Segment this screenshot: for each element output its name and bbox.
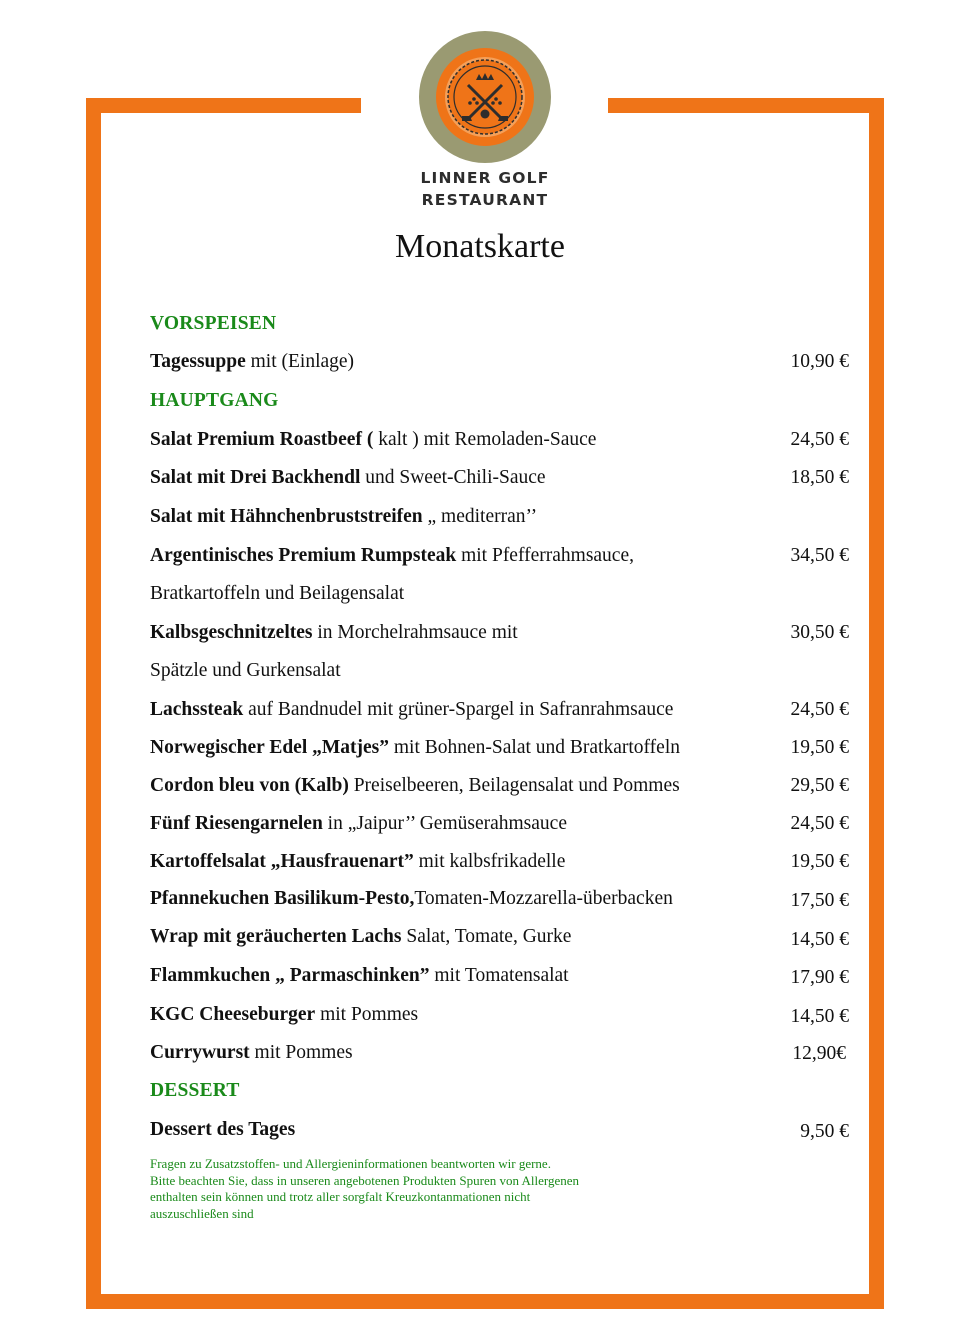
item-name: Flammkuchen „ Parmaschinken” [150, 965, 430, 986]
item-desc: kalt ) mit Remoladen-Sauce [373, 429, 597, 450]
frame-bottom [86, 1294, 884, 1309]
section-vorspeisen: VORSPEISEN [150, 313, 277, 334]
item-name: Norwegischer Edel „Matjes” [150, 737, 389, 758]
brand-line-1: LINNER GOLF [420, 169, 550, 187]
item-name: Pfannekuchen Basilikum-Pesto, [150, 888, 415, 909]
restaurant-logo [410, 28, 560, 218]
allergen-note [150, 1156, 670, 1222]
item-name: Fünf Riesengarnelen [150, 813, 323, 834]
item-price: 9,50 € [800, 1121, 849, 1142]
item-price: 14,50 € [790, 1006, 849, 1027]
item-price: 10,90 € [790, 351, 849, 372]
item-price: 17,90 € [790, 967, 849, 988]
item-price: 30,50 € [790, 622, 849, 643]
item-desc: mit Bohnen-Salat und Bratkartoffeln [389, 737, 680, 758]
item-desc: Salat, Tomate, Gurke [401, 926, 572, 947]
item-name: Salat Premium Roastbeef ( [150, 429, 374, 450]
frame-top-left [86, 98, 361, 113]
item-price: 17,50 € [790, 890, 849, 911]
allergen-note-line: Bitte beachten Sie, dass in unseren angebotenen Produkten Spuren von Allergenen [150, 1172, 580, 1188]
item-desc: Tomaten-Mozzarella-überbacken [414, 888, 673, 909]
item-price: 24,50 € [790, 813, 849, 834]
item-desc: „ mediterran’’ [422, 506, 538, 527]
item-desc: Spätzle und Gurkensalat [150, 660, 341, 681]
item-desc: mit Pfefferrahmsauce, [456, 545, 634, 566]
item-name: Kalbsgeschnitzeltes [150, 622, 313, 643]
item-name: Cordon bleu von (Kalb) [150, 775, 349, 796]
item-desc: auf Bandnudel mit grüner-Spargel in Safranrahmsauce [243, 699, 674, 720]
item-price: 14,50 € [790, 929, 849, 950]
item-name: Salat mit Drei Backhendl [150, 467, 361, 488]
item-name: Argentinisches Premium Rumpsteak [150, 545, 457, 566]
item-desc: mit Pommes [249, 1042, 353, 1063]
brand-line-2: RESTAURANT [421, 191, 549, 209]
section-hauptgang: HAUPTGANG [150, 390, 279, 411]
item-desc: in Morchelrahmsauce mit [312, 622, 518, 643]
item-desc: Bratkartoffeln und Beilagensalat [150, 583, 405, 604]
frame-top-right [608, 98, 884, 113]
item-name: Wrap mit geräucherten Lachs [150, 926, 402, 947]
item-desc: mit Tomatensalat [429, 965, 569, 986]
item-name: Currywurst [150, 1042, 250, 1063]
item-price: 24,50 € [790, 699, 849, 720]
frame-left [86, 98, 101, 1309]
item-desc: und Sweet-Chili-Sauce [360, 467, 546, 488]
item-name: Dessert des Tages [150, 1119, 296, 1140]
item-name: KGC Cheeseburger [150, 1004, 316, 1025]
item-desc: mit (Einlage) [245, 351, 355, 372]
item-price: 18,50 € [790, 467, 849, 488]
item-price: 12,90€ [792, 1043, 846, 1064]
section-dessert: DESSERT [150, 1080, 240, 1101]
item-price: 34,50 € [790, 545, 849, 566]
item-price: 29,50 € [790, 775, 849, 796]
item-price: 19,50 € [790, 851, 849, 872]
item-desc: mit Pommes [315, 1004, 419, 1025]
allergen-note-line: Fragen zu Zusatzstoffen- und Allergieninformationen beantworten wir gerne. [150, 1156, 551, 1171]
item-price: 24,50 € [790, 429, 849, 450]
item-desc: Preiselbeeren, Beilagensalat und Pommes [348, 775, 680, 796]
allergen-note-line: auszuschließen sind [150, 1205, 254, 1221]
item-name: Tagessuppe [150, 351, 246, 372]
allergen-note-line: enthalten sein können und trotz aller sorgfalt Kreuzkontanmationen nicht [150, 1189, 531, 1204]
item-price: 19,50 € [790, 737, 849, 758]
item-name: Lachssteak [150, 699, 244, 720]
crossed-golf-clubs-crown-icon [418, 30, 552, 164]
menu-title: Monatskarte [395, 228, 565, 265]
item-name: Kartoffelsalat „Hausfrauenart” [150, 851, 414, 872]
item-desc: in „Jaipur’’ Gemüserahmsauce [322, 813, 567, 834]
item-desc: mit kalbsfrikadelle [413, 851, 566, 872]
frame-right [869, 98, 884, 1309]
item-name: Salat mit Hähnchenbruststreifen [150, 506, 423, 527]
